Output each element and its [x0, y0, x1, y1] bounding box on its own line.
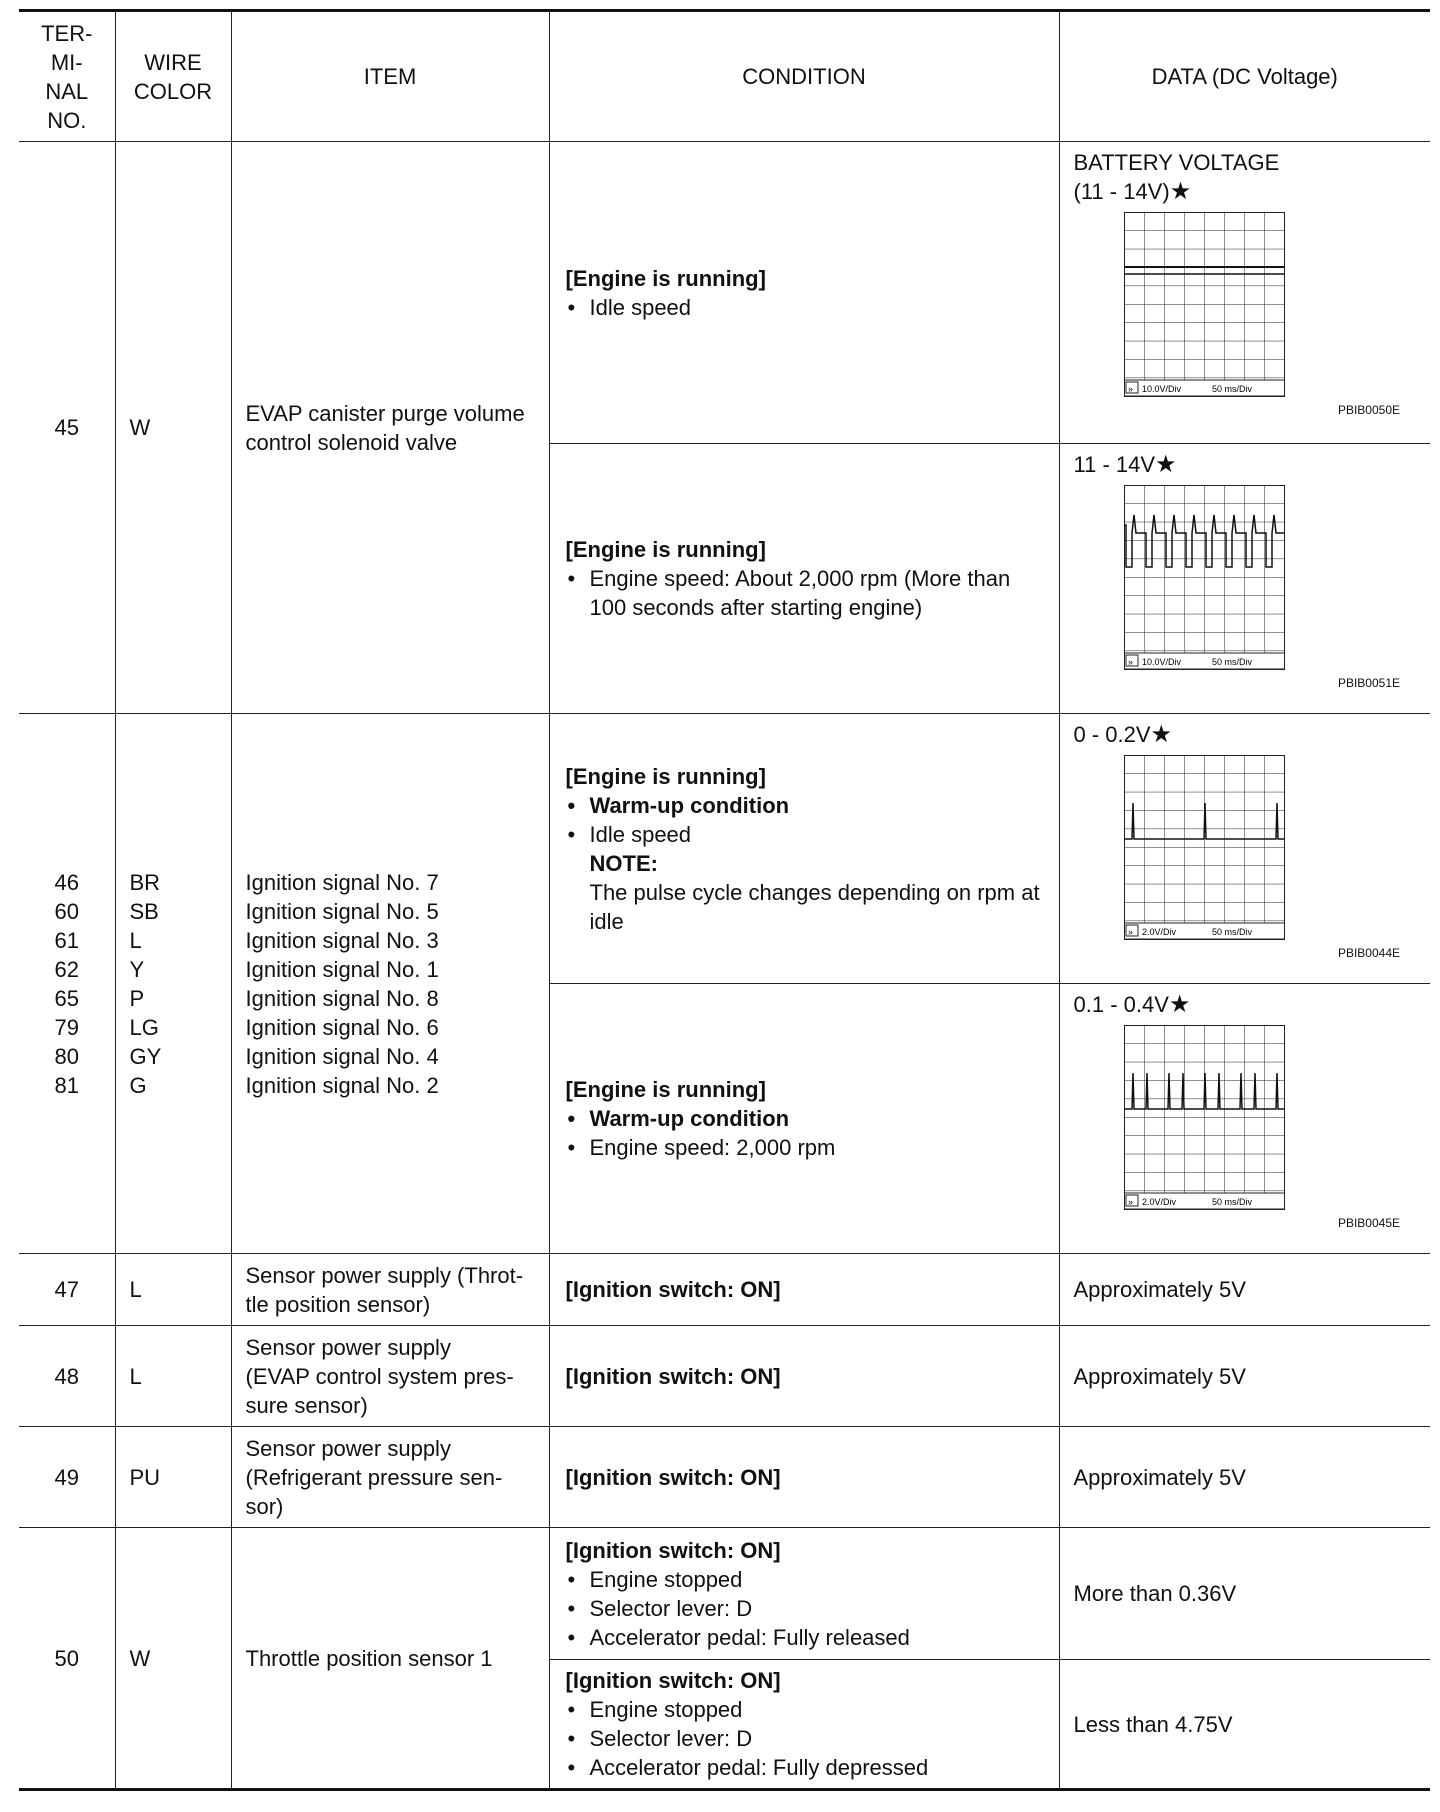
wire-color-cell: W — [115, 1528, 231, 1790]
terminal-cell: 46 60 61 62 65 79 80 81 — [19, 714, 115, 1254]
data-cell: Less than 4.75V — [1059, 1660, 1430, 1790]
condition-bullet: • Engine stopped — [566, 1565, 1045, 1594]
data-cell — [1059, 444, 1430, 714]
table-row — [19, 1326, 1430, 1427]
scope-time-div: 50 ms/Div — [1211, 657, 1252, 667]
scope-time-div: 50 ms/Div — [1211, 1197, 1252, 1207]
star-icon: ★ — [1155, 451, 1177, 478]
wire-color-cell: PU — [115, 1427, 231, 1528]
star-icon: ★ — [1169, 178, 1192, 205]
data-cell: Approximately 5V — [1059, 1427, 1430, 1528]
data-cell — [1059, 142, 1430, 444]
condition-title: [Ignition switch: ON] — [565, 1668, 781, 1693]
data-cell: Approximately 5V — [1059, 1254, 1430, 1326]
data-cell — [1059, 984, 1430, 1254]
condition-title: [Engine is running] — [565, 1077, 766, 1102]
condition-cell: [Ignition switch: ON] — [549, 1427, 1059, 1528]
figure-code: PBIB0045E — [1337, 1216, 1400, 1230]
condition-bullet: • Warm-up condition — [566, 791, 1045, 820]
voltage-label: BATTERY VOLTAGE — [1073, 150, 1280, 175]
scope-time-div: 50 ms/Div — [1211, 384, 1252, 394]
svg-text:»: » — [1127, 657, 1133, 667]
oscilloscope-waveform-image — [1124, 485, 1290, 670]
data-cell — [1059, 714, 1430, 984]
header-terminal: TER- MI- NAL NO. — [19, 11, 115, 142]
oscilloscope-waveform-image — [1124, 1025, 1290, 1210]
voltage-range: 0.1 - 0.4V — [1073, 992, 1169, 1017]
header-row — [19, 11, 1430, 142]
scope-volt-div: 10.0V/Div — [1141, 384, 1181, 394]
condition-cell: [Ignition switch: ON] — [549, 1254, 1059, 1326]
item-cell: Ignition signal No. 7 Ignition signal No. 5 Ignition signal No. 3 Ignition signal No. 1 Ignition signal No. 8 Ignition signal No. 6 Ignition signal No. 4 Ignition signal No. 2 — [231, 714, 549, 1254]
terminal-cell: 49 — [19, 1427, 115, 1528]
condition-title: [Engine is running] — [565, 763, 766, 789]
voltage-range: 11 - 14V — [1073, 452, 1156, 477]
condition-bullet: • Accelerator pedal: Fully released — [566, 1623, 1045, 1652]
header-condition: CONDITION — [549, 11, 1059, 142]
terminal-cell: 45 — [19, 142, 115, 714]
voltage-range: 0 - 0.2V — [1073, 722, 1151, 747]
item-cell: EVAP canister purge volume control solenoid valve — [231, 142, 549, 714]
condition-bullet: • Engine speed: About 2,000 rpm (More than 100 seconds after starting engine) — [566, 564, 1045, 622]
condition-bullet: • Selector lever: D — [566, 1594, 1045, 1623]
condition-cell — [549, 714, 1059, 984]
wire-color-cell: L — [115, 1254, 231, 1326]
condition-cell — [549, 1660, 1059, 1790]
voltage-range: (11 - 14V) — [1073, 179, 1170, 204]
wire-color-cell: W — [115, 142, 231, 714]
header-wire-color: WIRE COLOR — [115, 11, 231, 142]
scope-volt-div: 10.0V/Div — [1141, 657, 1181, 667]
terminal-spec-table — [19, 9, 1430, 1791]
table-row — [19, 1427, 1430, 1528]
item-cell: Sensor power supply (Refrigerant pressure sen- sor) — [231, 1427, 549, 1528]
condition-bullet: • Accelerator pedal: Fully depressed — [566, 1753, 1045, 1782]
condition-cell: [Ignition switch: ON] — [549, 1326, 1059, 1427]
wire-color-cell: L — [115, 1326, 231, 1427]
condition-bullet: • Selector lever: D — [566, 1724, 1045, 1753]
note-title: NOTE: — [589, 850, 658, 876]
item-cell: Throttle position sensor 1 — [231, 1528, 549, 1790]
terminal-cell: 48 — [19, 1326, 115, 1427]
item-cell: Sensor power supply (Throt- tle position sensor) — [231, 1254, 549, 1326]
oscilloscope-waveform-image — [1124, 755, 1290, 940]
condition-cell — [549, 1528, 1059, 1660]
condition-title: [Engine is running] — [565, 265, 766, 291]
star-icon: ★ — [1150, 721, 1173, 748]
figure-code: PBIB0050E — [1337, 403, 1400, 417]
item-cell: Sensor power supply (EVAP control system pres- sure sensor) — [231, 1326, 549, 1427]
oscilloscope-waveform-image — [1124, 212, 1290, 397]
condition-title: [Engine is running] — [565, 537, 766, 562]
scope-volt-div: 2.0V/Div — [1141, 927, 1176, 937]
header-item: ITEM — [231, 11, 549, 142]
terminal-cell: 50 — [19, 1528, 115, 1790]
svg-text:»: » — [1127, 1197, 1133, 1207]
condition-bullet: • Idle speed — [566, 293, 1045, 322]
condition-bullet: • Engine stopped — [566, 1695, 1045, 1724]
condition-bullet: • Engine speed: 2,000 rpm — [566, 1133, 1045, 1162]
table-row — [19, 142, 1430, 444]
svg-text:»: » — [1127, 927, 1133, 937]
table-row — [19, 1528, 1430, 1660]
condition-cell — [549, 984, 1059, 1254]
star-icon: ★ — [1168, 991, 1191, 1018]
condition-bullet: • Idle speed — [566, 820, 1045, 849]
terminal-cell: 47 — [19, 1254, 115, 1326]
data-cell: Approximately 5V — [1059, 1326, 1430, 1427]
scope-volt-div: 2.0V/Div — [1141, 1197, 1176, 1207]
scope-time-div: 50 ms/Div — [1211, 927, 1252, 937]
note-text: The pulse cycle changes depending on rpm at idle — [589, 879, 1040, 934]
figure-code: PBIB0051E — [1337, 676, 1400, 690]
figure-code: PBIB0044E — [1337, 946, 1400, 960]
data-cell: More than 0.36V — [1059, 1528, 1430, 1660]
wire-color-cell: BR SB L Y P LG GY G — [115, 714, 231, 1254]
table-row — [19, 714, 1430, 984]
condition-title: [Ignition switch: ON] — [565, 1537, 781, 1563]
header-data: DATA (DC Voltage) — [1059, 11, 1430, 142]
condition-cell — [549, 142, 1059, 444]
condition-cell — [549, 444, 1059, 714]
table-row — [19, 1254, 1430, 1326]
svg-text:»: » — [1127, 384, 1133, 394]
condition-bullet: • Warm-up condition — [566, 1104, 1045, 1133]
